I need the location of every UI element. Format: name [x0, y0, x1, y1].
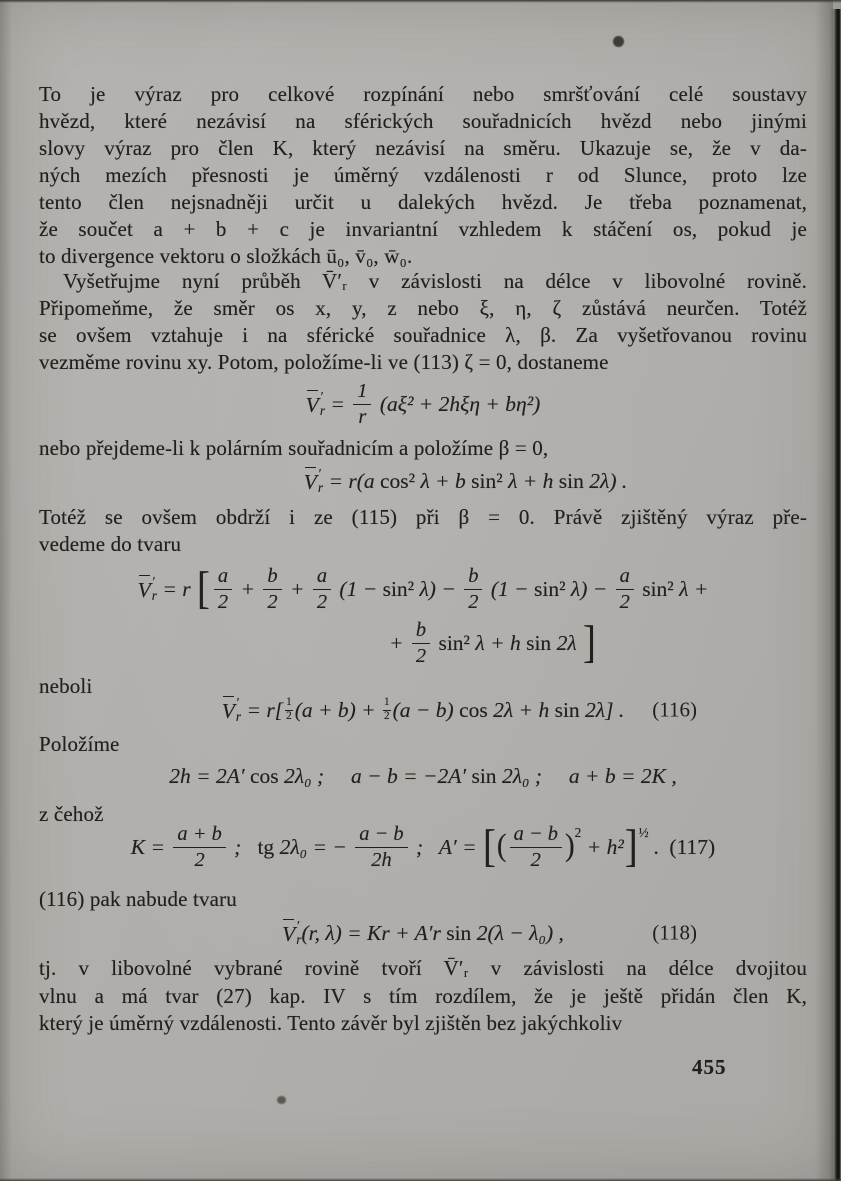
- text-line: vezměme rovinu xy. Potom, položíme-li ve (113) ζ = 0, dostaneme: [39, 350, 609, 374]
- equation-unnumbered-1: [39, 376, 807, 432]
- text-line: ných mezích přesnosti je úměrný vzdálenosti r od Slunce, proto lze: [39, 163, 807, 187]
- paragraph-4: [39, 504, 807, 558]
- paragraph-5: [39, 955, 807, 1038]
- paragraph-3: [39, 435, 807, 462]
- text-line: neboli: [39, 674, 93, 698]
- page-number: 455: [692, 1055, 727, 1079]
- equation-content: V ′ r = r [ $\frac{a}{2}$ + $\frac{b}{2}$ + $\frac{a}{2}$ (1 − sin² λ) − $\frac{b}{2}$ (1 − sin² λ) − $\frac{a}{2}$ sin² λ +: [137, 563, 709, 614]
- text-line: z čehož: [39, 802, 104, 826]
- equation-unnumbered-2: [39, 462, 807, 500]
- equation-content: K = $\frac{a + b}{2}$ ; tg 2λ₀ = − $\frac{a - b}{2h}$ ; A′ = [ ( $\frac{a - b}{2}$ ) 2 + h² ] ½ . (117): [130, 821, 716, 872]
- equation-content: V ′ r (r, λ) = Kr + A′r sin 2(λ − λ₀) ,: [282, 918, 564, 947]
- text-line: který je úměrný vzdálenosti. Tento závěr byl zjištěn bez jakýchkoliv: [39, 1011, 623, 1035]
- equation-bracket-line-2: [39, 616, 807, 670]
- paragraph-2: [39, 268, 807, 376]
- equation-content: 2h = 2A′ cos 2λ₀ ; a − b = −2A′ sin 2λ₀ ; a + b = 2K ,: [169, 763, 677, 788]
- text-line: tento člen nejsnadněji určit u dalekých hvězd. Je třeba poznamenat,: [39, 190, 807, 214]
- text-line: Totéž se ovšem obdrží i ze (115) při β = 0. Právě zjištěný výraz pře-: [39, 505, 807, 529]
- equation-117: [39, 818, 807, 876]
- text-line: vedeme do tvaru: [39, 532, 182, 556]
- text-line: se ovšem vztahuje i na sférické souřadnice λ, β. Za vyšetřovanou rovinu: [39, 323, 807, 347]
- text-line: tj. v libovolné vybrané rovině tvoří V̄′ᵣ v závislosti na délce dvojitou: [39, 956, 807, 980]
- equation-bracket-line-1: [39, 562, 807, 616]
- text-line: to divergence vektoru o složkách ū₀, v̄₀, w̄₀.: [39, 244, 413, 268]
- equation-number: (117): [669, 834, 716, 859]
- ink-speck: [613, 36, 624, 47]
- equation-content: V ′ r = r(a cos² λ + b sin² λ + h sin 2λ) .: [303, 466, 628, 495]
- text-line: To je výraz pro celkové rozpínání nebo smršťování celé soustavy: [39, 82, 807, 106]
- equation-number: (116): [652, 697, 697, 722]
- text-line: slovy výraz pro člen K, který nezávisí na směru. Ukazuje se, že v da-: [39, 136, 807, 160]
- text-line: Připomeňme, že směr os x, y, z nebo ξ, η, ζ zůstává neurčen. Totéž: [39, 296, 807, 320]
- page-edge-right: [830, 9, 841, 1181]
- text-line: hvězd, které nezávisí na sférických souřadnicích hvězd nebo jinými: [39, 109, 807, 133]
- page-edge-left: [0, 0, 12, 1181]
- paragraph-1: [39, 81, 807, 270]
- paragraph-116-tvar: [39, 886, 807, 913]
- equation-content: V ′ r = r[ $\frac{1}{2}$ (a + b) + $\frac{1}{2}$ (a − b) cos 2λ + h sin 2λ] .: [221, 695, 625, 724]
- text-line: Položíme: [39, 732, 120, 756]
- text-line: Vyšetřujme nyní průběh V̄′ᵣ v závislosti na délce v libovolné rovině.: [63, 269, 807, 293]
- equation-substitutions: [39, 759, 807, 793]
- equation-content: V ′ r = $\frac{1}{r}$ (aξ² + 2hξη + bη²): [305, 379, 541, 428]
- paragraph-polozime: [39, 731, 807, 758]
- equation-118: [39, 914, 807, 952]
- text-line: vlnu a má tvar (27) kap. IV s tím rozdílem, že je ještě přidán člen K,: [39, 983, 807, 1008]
- equation-number: (118): [652, 920, 697, 945]
- text-line: nebo přejdeme-li k polárním souřadnicím a položíme β = 0,: [39, 436, 549, 460]
- text-line: (116) pak nabude tvaru: [39, 887, 237, 911]
- equation-116: [39, 692, 807, 728]
- ink-speck: [277, 1096, 286, 1104]
- page-edge-top: [0, 0, 841, 3]
- equation-content: + $\frac{b}{2}$ sin² λ + h sin 2λ ]: [389, 617, 596, 668]
- text-line: že součet a + b + c je invariantní vzhledem k stáčení os, pokud je: [39, 217, 807, 241]
